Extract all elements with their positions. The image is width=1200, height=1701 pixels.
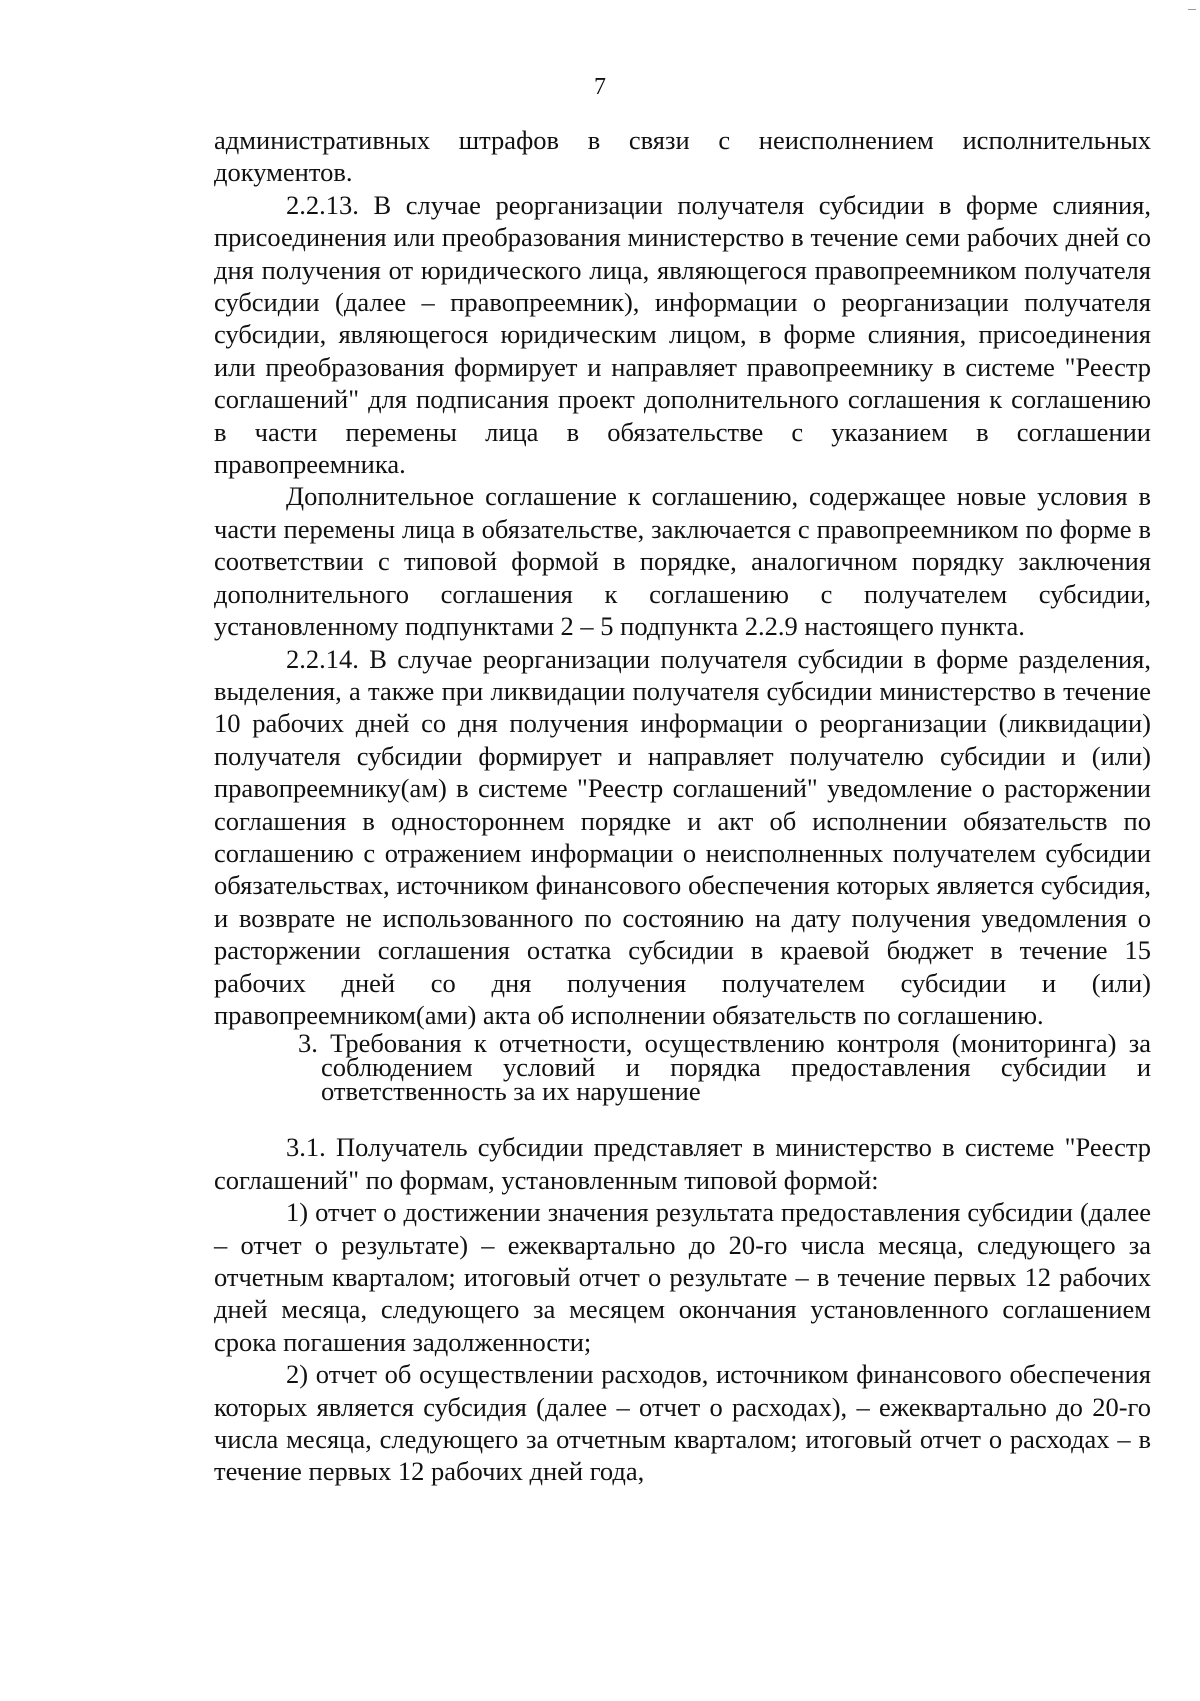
paragraph-3-1-item-1: 1) отчет о достижении значения результата предоставления субсидии (далее – отчет о результате) – ежеквартально до 20-го числа месяца, следующего за отчетным кварталом; итоговый отчет о результате – в течение первых 12 рабочих дней месяца, следующего за месяцем окончания установленного соглашением срока погашения задолженности;	[214, 1197, 1151, 1357]
paragraph-continuation: административных штрафов в связи с неисполнением исполнительных документов.	[214, 125, 1151, 188]
paragraph-3-1-item-2: 2) отчет об осуществлении расходов, источником финансового обеспечения которых является субсидия (далее – отчет о расходах), – ежеквартально до 20-го числа месяца, следующего за отчетным кварталом; итоговый отчет о расходах – в течение первых 12 рабочих дней года,	[214, 1359, 1151, 1487]
paragraph-2-2-13: 2.2.13. В случае реорганизации получателя субсидии в форме слияния, присоединения или преобразования министерство в течение семи рабочих дней со дня получения от юридического лица, являющегося правопреемником получателя субсидии (далее – правопреемник), информации о реорганизации получателя субсидии, являющегося юридическим лицом, в форме слияния, присоединения или преобразования формирует и направляет правопреемнику в системе "Реестр соглашений" для подписания проект дополнительного соглашения к соглашению в части перемены лица в обязательстве с указанием в соглашении правопреемника.	[214, 189, 1151, 480]
scan-edge-mark	[1188, 9, 1196, 10]
paragraph-3-1: 3.1. Получатель субсидии представляет в министерство в системе "Реестр соглашений" по формам, установленным типовой формой:	[214, 1132, 1151, 1195]
document-body	[214, 124, 1151, 1488]
paragraph-2-2-14: 2.2.14. В случае реорганизации получателя субсидии в форме разделения, выделения, а также при ликвидации получателя субсидии министерство в течение 10 рабочих дней со дня получения информации о реорганизации (ликвидации) получателя субсидии формирует и направляет получателю субсидии и (или) правопреемнику(ам) в системе "Реестр соглашений" уведомление о расторжении соглашения в одностороннем порядке и акт об исполнении обязательств по соглашению с отражением информации о неисполненных получателем субсидии обязательствах, источником финансового обеспечения которых является субсидия, и возврате не использованного по состоянию на дату получения уведомления о расторжении соглашения остатка субсидии в краевой бюджет в течение 15 рабочих дней со дня получения получателем субсидии и (или) правопреемником(ами) акта об исполнении обязательств по соглашению.	[214, 643, 1151, 1030]
section-3-heading: 3. Требования к отчетности, осуществлению контроля (мониторинга) за соблюдением условий и порядка предоставления субсидии и ответственность за их нарушение	[298, 1028, 1151, 1107]
paragraph-additional-agreement: Дополнительное соглашение к соглашению, содержащее новые условия в части перемены лица в обязательстве, заключается с правопреемником по форме в соответствии с типовой формой в порядке, аналогичном порядку заключения дополнительного соглашения к соглашению с получателем субсидии, установленному подпунктами 2 – 5 подпункта 2.2.9 настоящего пункта.	[214, 481, 1151, 642]
page-number: 7	[594, 74, 606, 100]
